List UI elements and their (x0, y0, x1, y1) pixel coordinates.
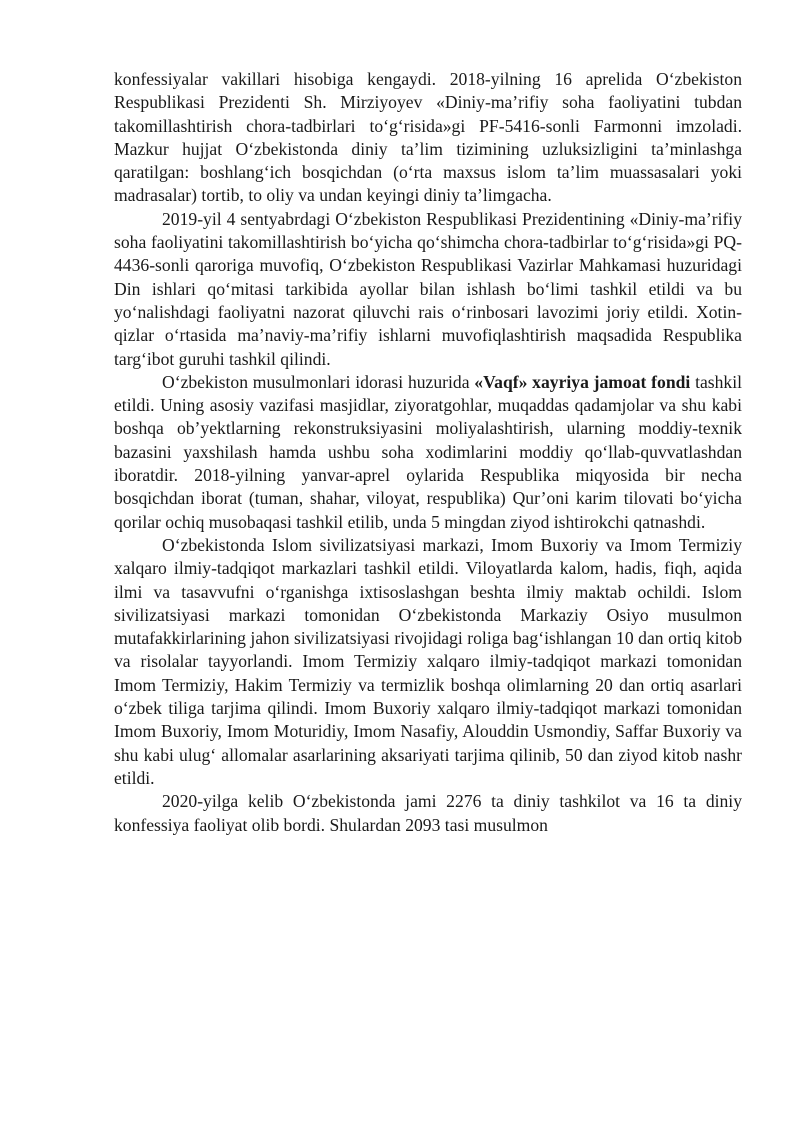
paragraph-4: O‘zbekistonda Islom sivilizatsiyasi markazi, Imom Buxoriy va Imom Termiziy xalqaro ilmiy-tadqiqot markazlari tashkil etildi. Viloyatlarda kalom, hadis, fiqh, aqida ilmi va tasavvufni o‘rganishga ixtisoslashgan beshta ilmiy maktab ochildi. Islom sivilizatsiyasi markazi tomonidan O‘zbekistonda Markaziy Osiyo musulmon mutafakkirlarining jahon sivilizatsiyasi rivojidagi roliga bag‘ishlangan 10 dan ortiq kitob va risolalar tayyorlandi. Imom Termiziy xalqaro ilmiy-tadqiqot markazi tomonidan Imom Termiziy, Hakim Termiziy va termizlik boshqa olimlarning 20 dan ortiq asarlari o‘zbek tiliga tarjima qilindi. Imom Buxoriy xalqaro ilmiy-tadqiqot markazi tomonidan Imom Buxoriy, Imom Moturidiy, Imom Nasafiy, Alouddin Usmondiy, Saffar Buxoriy va shu kabi ulug‘ allomalar asarlarining aksariyati tarjima qilinib, 50 dan ziyod kitob nashr etildi. (114, 534, 742, 788)
paragraph-3-text-start: O‘zbekiston musulmonlari idorasi huzurida (162, 371, 475, 392)
paragraph-2: 2019-yil 4 sentyabrdagi O‘zbekiston Respublikasi Prezidentining «Diniy-ma’rifiy soha faoliyatini takomillashtirish bo‘yicha qo‘shimcha chora-tadbirlar to‘g‘risida»gi PQ-4436-sonli qaroriga muvofiq, O‘zbekiston Respublikasi Vazirlar Mahkamasi huzuridagi Din ishlari qo‘mitasi tarkibida ayollar bilan ishlash bo‘limi tashkil etildi va bu yo‘nalishdagi faoliyatni nazorat qiluvchi rais o‘rinbosari lavozimi joriy etildi. Xotin-qizlar o‘rtasida ma’naviy-ma’rifiy ishlarni muvofiqlashtirish maqsadida Respublika targ‘ibot guruhi tashkil qilindi. (114, 208, 742, 369)
paragraph-1: konfessiyalar vakillari hisobiga kengaydi. 2018-yilning 16 aprelida O‘zbekiston Respublikasi Prezidenti Sh. Mirziyoyev «Diniy-ma’rifiy soha faoliyatini tubdan takomillashtirish chora-tadbirlari to‘g‘risida»gi PF-5416-sonli Farmonni imzoladi. Mazkur hujjat O‘zbekistonda diniy ta’lim tizimining uzluksizligini ta’minlashga qaratilgan: boshlang‘ich bosqichdan (o‘rta maxsus islom ta’lim muassasalari yoki madrasalar) tortib, to oliy va undan keyingi diniy ta’limgacha. (114, 69, 742, 206)
paragraph-5: 2020-yilga kelib O‘zbekistonda jami 2276 ta diniy tashkilot va 16 ta diniy konfessiya faoliyat olib bordi. Shulardan 2093 tasi musulmon (114, 791, 742, 835)
document-page (114, 68, 742, 837)
vaqf-fund-name: «Vaqf» xayriya jamoat fondi (474, 371, 691, 392)
paragraph-3 (114, 371, 742, 534)
paragraph-3-text-end: tashkil etildi. Uning asosiy vazifasi masjidlar, ziyoratgohlar, muqaddas qadamjolar va shu kabi boshqa ob’yektlarning rekonstruksiyasini moliyalashtirish, ularning moddiy-texnik bazasini yaxshilash hamda ushbu soha xodimlarini moddiy qo‘llab-quvvatlashdan iboratdir. 2018-yilning yanvar-aprel oylarida Respublika miqyosida bir necha bosqichdan iborat (tuman, shahar, viloyat, respublika) Qur’oni karim tilovati bo‘yicha qorilar ochiq musobaqasi tashkil etilib, unda 5 mingdan ziyod ishtirokchi qatnashdi. (114, 371, 742, 532)
